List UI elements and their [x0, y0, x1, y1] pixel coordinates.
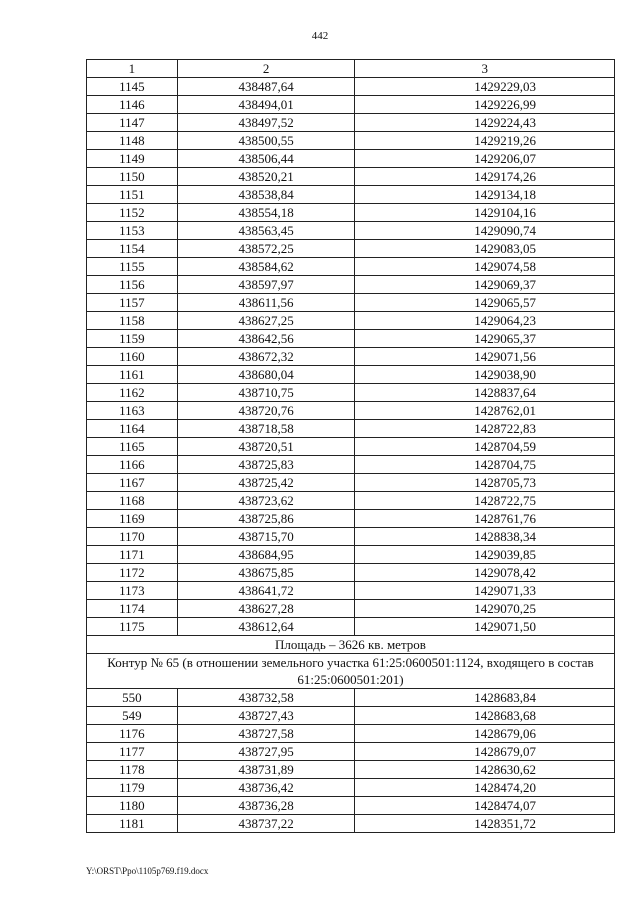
x-coordinate-cell: 438715,70: [177, 528, 355, 546]
x-coordinate-cell: 438727,58: [177, 725, 355, 743]
table-row: [87, 779, 615, 797]
point-number-cell: 1159: [87, 330, 178, 348]
area-row: [87, 636, 615, 654]
y-coordinate-cell: 1429083,05: [355, 240, 615, 258]
table-row: [87, 312, 615, 330]
y-coordinate-cell: 1428679,07: [355, 743, 615, 761]
y-coordinate-cell: 1428683,84: [355, 689, 615, 707]
y-coordinate-cell: 1428704,59: [355, 438, 615, 456]
point-number-cell: 1156: [87, 276, 178, 294]
point-number-cell: 1178: [87, 761, 178, 779]
point-number-cell: 1163: [87, 402, 178, 420]
x-coordinate-cell: 438736,42: [177, 779, 355, 797]
x-coordinate-cell: 438538,84: [177, 186, 355, 204]
y-coordinate-cell: 1428683,68: [355, 707, 615, 725]
x-coordinate-cell: 438725,42: [177, 474, 355, 492]
x-coordinate-cell: 438627,28: [177, 600, 355, 618]
point-number-cell: 1148: [87, 132, 178, 150]
x-coordinate-cell: 438554,18: [177, 204, 355, 222]
point-number-cell: 1146: [87, 96, 178, 114]
point-number-cell: 1168: [87, 492, 178, 510]
x-coordinate-cell: 438487,64: [177, 78, 355, 96]
point-number-cell: 1166: [87, 456, 178, 474]
y-coordinate-cell: 1428630,62: [355, 761, 615, 779]
y-coordinate-cell: 1429104,16: [355, 204, 615, 222]
point-number-cell: 1157: [87, 294, 178, 312]
point-number-cell: 1147: [87, 114, 178, 132]
x-coordinate-cell: 438506,44: [177, 150, 355, 168]
point-number-cell: 1179: [87, 779, 178, 797]
table-row: [87, 258, 615, 276]
y-coordinate-cell: 1429071,56: [355, 348, 615, 366]
point-number-cell: 1152: [87, 204, 178, 222]
x-coordinate-cell: 438680,04: [177, 366, 355, 384]
x-coordinate-cell: 438737,22: [177, 815, 355, 833]
y-coordinate-cell: 1429226,99: [355, 96, 615, 114]
x-coordinate-cell: 438642,56: [177, 330, 355, 348]
x-coordinate-cell: 438736,28: [177, 797, 355, 815]
table-row: [87, 600, 615, 618]
x-coordinate-cell: 438710,75: [177, 384, 355, 402]
y-coordinate-cell: 1428837,64: [355, 384, 615, 402]
y-coordinate-cell: 1428474,07: [355, 797, 615, 815]
point-number-cell: 1180: [87, 797, 178, 815]
y-coordinate-cell: 1429038,90: [355, 366, 615, 384]
point-number-cell: 1158: [87, 312, 178, 330]
table-row: [87, 222, 615, 240]
table-row: [87, 186, 615, 204]
table-row: [87, 114, 615, 132]
table-row: [87, 528, 615, 546]
page-number: 442: [311, 30, 329, 42]
point-number-cell: 1174: [87, 600, 178, 618]
table-row: [87, 815, 615, 833]
x-coordinate-cell: 438500,55: [177, 132, 355, 150]
header-row: [87, 60, 615, 78]
point-number-cell: 1164: [87, 420, 178, 438]
x-coordinate-cell: 438723,62: [177, 492, 355, 510]
point-number-cell: 1149: [87, 150, 178, 168]
point-number-cell: 1181: [87, 815, 178, 833]
y-coordinate-cell: 1428762,01: [355, 402, 615, 420]
y-coordinate-cell: 1428722,83: [355, 420, 615, 438]
table-row: [87, 330, 615, 348]
y-coordinate-cell: 1429219,26: [355, 132, 615, 150]
y-coordinate-cell: 1429064,23: [355, 312, 615, 330]
point-number-cell: 1160: [87, 348, 178, 366]
table-row: [87, 240, 615, 258]
column-header-x: 2: [177, 60, 355, 78]
x-coordinate-cell: 438725,86: [177, 510, 355, 528]
y-coordinate-cell: 1429078,42: [355, 564, 615, 582]
point-number-cell: 1177: [87, 743, 178, 761]
x-coordinate-cell: 438572,25: [177, 240, 355, 258]
document-file-path: Y:\ORST\Ppo\1105p769.f19.docx: [86, 866, 209, 876]
point-number-cell: 549: [87, 707, 178, 725]
table-row: [87, 582, 615, 600]
table-row: [87, 294, 615, 312]
table-row: [87, 168, 615, 186]
y-coordinate-cell: 1429065,57: [355, 294, 615, 312]
x-coordinate-cell: 438597,97: [177, 276, 355, 294]
point-number-cell: 1173: [87, 582, 178, 600]
point-number-cell: 1154: [87, 240, 178, 258]
y-coordinate-cell: 1428704,75: [355, 456, 615, 474]
contour-row: [87, 654, 615, 689]
y-coordinate-cell: 1428705,73: [355, 474, 615, 492]
y-coordinate-cell: 1429174,26: [355, 168, 615, 186]
x-coordinate-cell: 438494,01: [177, 96, 355, 114]
y-coordinate-cell: 1429206,07: [355, 150, 615, 168]
point-number-cell: 1145: [87, 78, 178, 96]
point-number-cell: 1155: [87, 258, 178, 276]
point-number-cell: 1165: [87, 438, 178, 456]
x-coordinate-cell: 438497,52: [177, 114, 355, 132]
x-coordinate-cell: 438727,43: [177, 707, 355, 725]
point-number-cell: 1170: [87, 528, 178, 546]
table-row: [87, 204, 615, 222]
point-number-cell: 1171: [87, 546, 178, 564]
point-number-cell: 1169: [87, 510, 178, 528]
table-row: [87, 348, 615, 366]
x-coordinate-cell: 438611,56: [177, 294, 355, 312]
table-row: [87, 743, 615, 761]
table-row: [87, 797, 615, 815]
x-coordinate-cell: 438731,89: [177, 761, 355, 779]
point-number-cell: 1176: [87, 725, 178, 743]
x-coordinate-cell: 438584,62: [177, 258, 355, 276]
x-coordinate-cell: 438732,58: [177, 689, 355, 707]
table-row: [87, 689, 615, 707]
table-row: [87, 546, 615, 564]
point-number-cell: 1162: [87, 384, 178, 402]
x-coordinate-cell: 438718,58: [177, 420, 355, 438]
y-coordinate-cell: 1429039,85: [355, 546, 615, 564]
x-coordinate-cell: 438520,21: [177, 168, 355, 186]
column-header-point-number: 1: [87, 60, 178, 78]
table-row: [87, 132, 615, 150]
y-coordinate-cell: 1428722,75: [355, 492, 615, 510]
point-number-cell: 1150: [87, 168, 178, 186]
table-row: [87, 564, 615, 582]
y-coordinate-cell: 1429071,33: [355, 582, 615, 600]
table-row: [87, 96, 615, 114]
table-row: [87, 366, 615, 384]
y-coordinate-cell: 1428351,72: [355, 815, 615, 833]
area-label: Площадь – 3626 кв. метров: [87, 636, 615, 654]
x-coordinate-cell: 438563,45: [177, 222, 355, 240]
point-number-cell: 550: [87, 689, 178, 707]
table-row: [87, 474, 615, 492]
x-coordinate-cell: 438684,95: [177, 546, 355, 564]
point-number-cell: 1167: [87, 474, 178, 492]
y-coordinate-cell: 1428474,20: [355, 779, 615, 797]
point-number-cell: 1153: [87, 222, 178, 240]
column-header-y: 3: [355, 60, 615, 78]
table-row: [87, 276, 615, 294]
table-row: [87, 456, 615, 474]
table-row: [87, 402, 615, 420]
x-coordinate-cell: 438720,76: [177, 402, 355, 420]
y-coordinate-cell: 1428761,76: [355, 510, 615, 528]
y-coordinate-cell: 1429065,37: [355, 330, 615, 348]
y-coordinate-cell: 1429224,43: [355, 114, 615, 132]
x-coordinate-cell: 438612,64: [177, 618, 355, 636]
x-coordinate-cell: 438727,95: [177, 743, 355, 761]
x-coordinate-cell: 438627,25: [177, 312, 355, 330]
x-coordinate-cell: 438672,32: [177, 348, 355, 366]
y-coordinate-cell: 1429074,58: [355, 258, 615, 276]
table-row: [87, 510, 615, 528]
y-coordinate-cell: 1428838,34: [355, 528, 615, 546]
x-coordinate-cell: 438720,51: [177, 438, 355, 456]
point-number-cell: 1161: [87, 366, 178, 384]
y-coordinate-cell: 1428679,06: [355, 725, 615, 743]
point-number-cell: 1175: [87, 618, 178, 636]
table-row: [87, 725, 615, 743]
table-row: [87, 618, 615, 636]
y-coordinate-cell: 1429071,50: [355, 618, 615, 636]
y-coordinate-cell: 1429229,03: [355, 78, 615, 96]
point-number-cell: 1172: [87, 564, 178, 582]
x-coordinate-cell: 438675,85: [177, 564, 355, 582]
y-coordinate-cell: 1429090,74: [355, 222, 615, 240]
coordinates-table: [86, 59, 615, 833]
table-row: [87, 438, 615, 456]
table-row: [87, 707, 615, 725]
x-coordinate-cell: 438725,83: [177, 456, 355, 474]
table-row: [87, 492, 615, 510]
table-row: [87, 150, 615, 168]
table-row: [87, 420, 615, 438]
table-row: [87, 761, 615, 779]
table-row: [87, 384, 615, 402]
y-coordinate-cell: 1429069,37: [355, 276, 615, 294]
table-row: [87, 78, 615, 96]
contour-label: Контур № 65 (в отношении земельного участка 61:25:0600501:1124, входящего в состав 61:25:0600501:201): [87, 654, 615, 689]
y-coordinate-cell: 1429070,25: [355, 600, 615, 618]
point-number-cell: 1151: [87, 186, 178, 204]
y-coordinate-cell: 1429134,18: [355, 186, 615, 204]
x-coordinate-cell: 438641,72: [177, 582, 355, 600]
